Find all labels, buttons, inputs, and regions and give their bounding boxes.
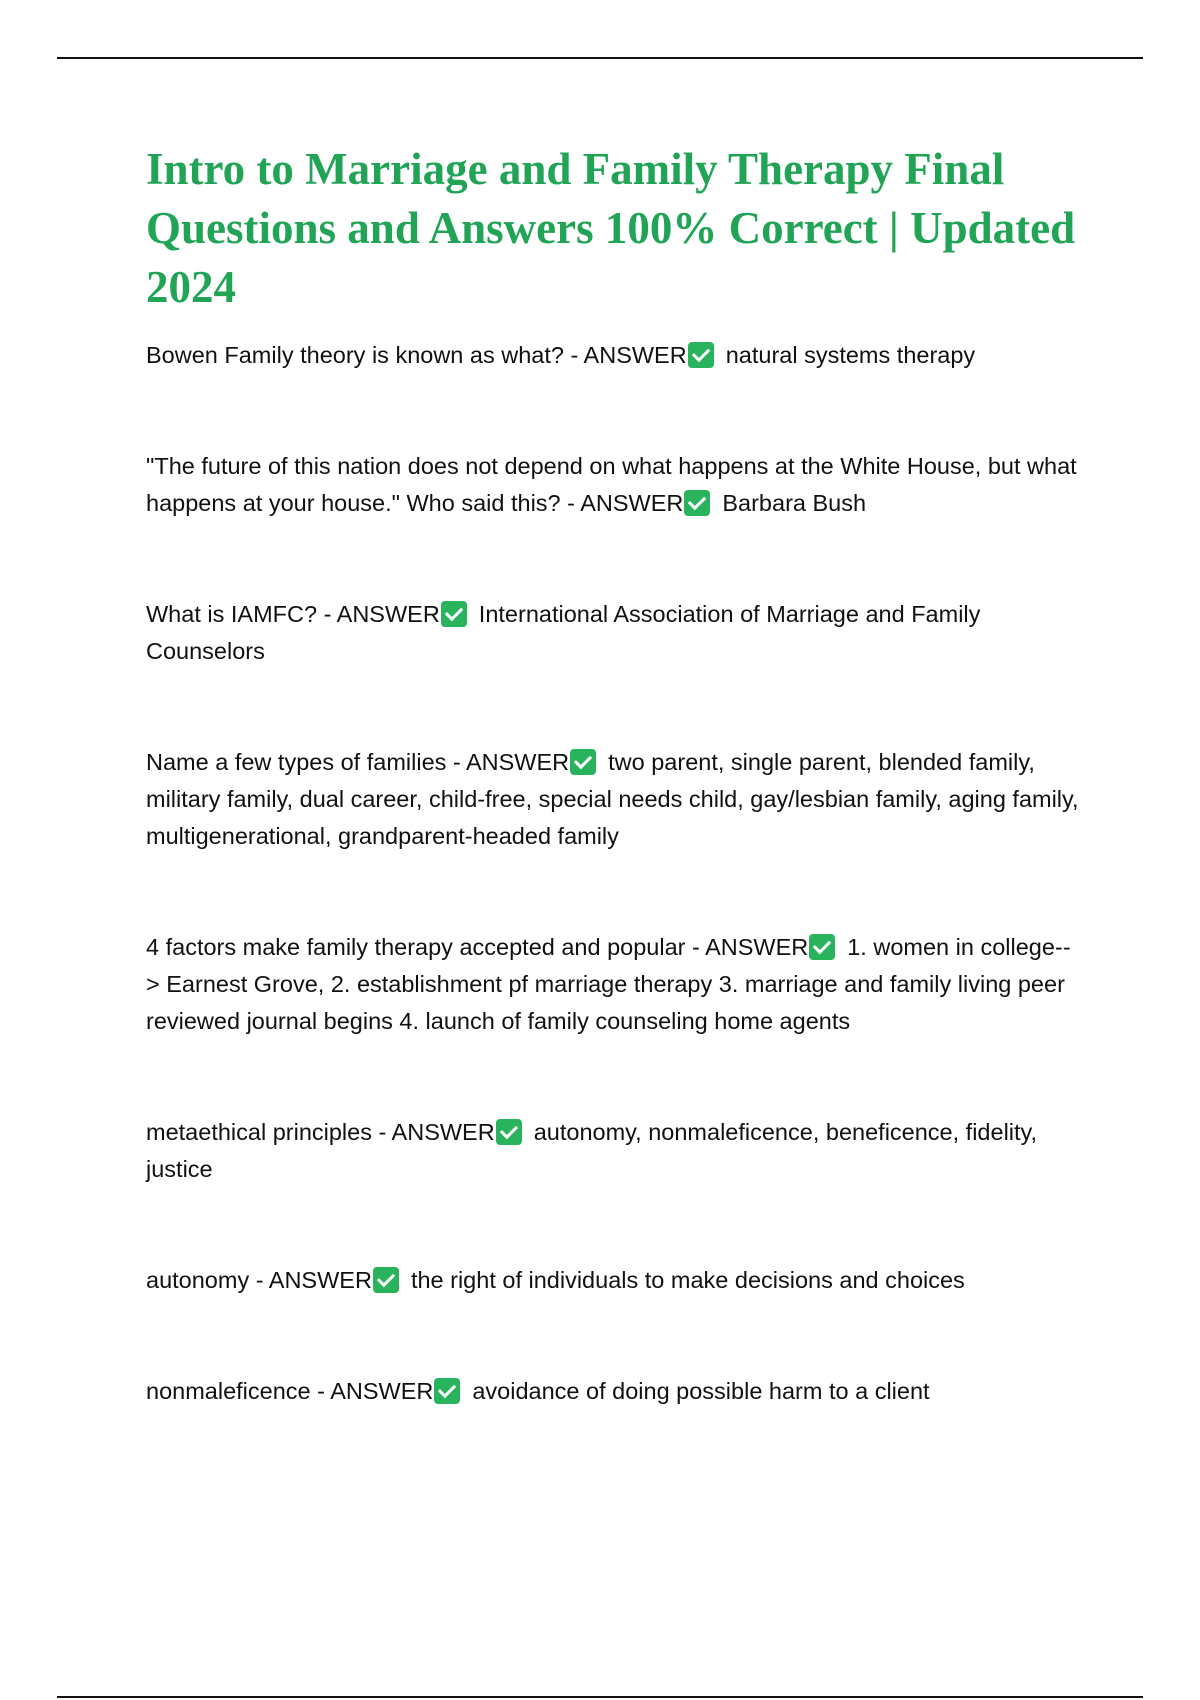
check-box-icon [570,749,596,775]
answer-text: two parent, single parent, blended family, military family, dual career, child-free, special needs child, gay/lesbian family, aging family, multigenerational, grandparent-headed family [146,749,1079,849]
qa-item [146,744,1081,855]
qa-item [146,596,1081,670]
qa-item [146,1114,1081,1188]
check-box-icon [434,1378,460,1404]
check-box-icon [809,934,835,960]
check-box-icon [441,601,467,627]
check-box-icon [684,490,710,516]
question-text: nonmaleficence - ANSWER [146,1378,434,1404]
check-box-icon [373,1267,399,1293]
qa-list [146,337,1081,1410]
qa-item [146,448,1081,522]
bottom-rule [57,1696,1143,1698]
answer-text: International Association of Marriage and Family Counselors [146,601,981,664]
top-rule [57,57,1143,59]
answer-text: the right of individuals to make decisions and choices [410,1267,965,1293]
question-text: 4 factors make family therapy accepted and popular - ANSWER [146,934,809,960]
qa-item [146,1262,1081,1299]
qa-item [146,1373,1081,1410]
question-text: Bowen Family theory is known as what? - ANSWER [146,342,687,368]
question-text: autonomy - ANSWER [146,1267,372,1293]
qa-item [146,929,1081,1040]
document-title: Intro to Marriage and Family Therapy Final Questions and Answers 100% Correct | Updated 2024 [146,144,1076,312]
check-box-icon [496,1119,522,1145]
answer-text: Barbara Bush [722,490,867,516]
question-text: "The future of this nation does not depend on what happens at the White House, but what happens at your house." Who said this? - ANSWER [146,453,1077,516]
question-text: metaethical principles - ANSWER [146,1119,495,1145]
answer-text: avoidance of doing possible harm to a client [472,1378,930,1404]
answer-text: autonomy, nonmaleficence, beneficence, fidelity, justice [146,1119,1038,1182]
document-page [146,140,1081,1484]
question-text: Name a few types of families - ANSWER [146,749,570,775]
check-box-icon [688,342,714,368]
answer-text: natural systems therapy [725,342,976,368]
qa-item [146,337,1081,374]
question-text: What is IAMFC? - ANSWER [146,601,440,627]
answer-text: 1. women in college--> Earnest Grove, 2. establishment pf marriage therapy 3. marriage and family living peer reviewed journal begins 4. launch of family counseling home agents [146,934,1071,1034]
